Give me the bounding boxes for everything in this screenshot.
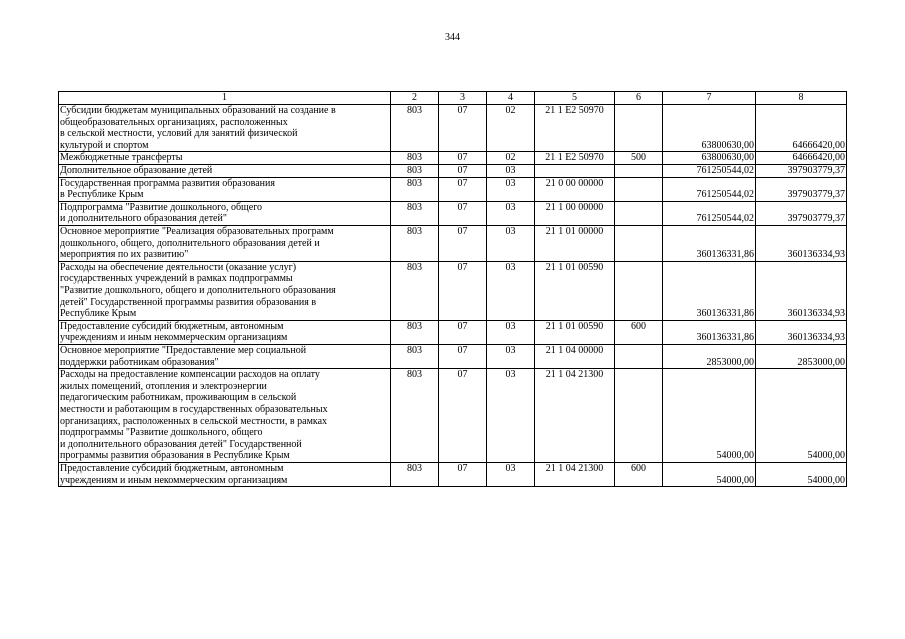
item-name-line: Межбюджетные трансферты <box>60 152 183 164</box>
target-article-cell: 21 1 00 00000 <box>535 201 615 225</box>
table-row <box>59 105 847 152</box>
grbs-code-cell: 803 <box>391 369 439 463</box>
target-article-cell: 21 1 04 21300 <box>535 369 615 463</box>
subsection-code-cell: 03 <box>487 225 535 261</box>
expense-type-cell <box>615 177 663 201</box>
amount-year1-cell: 2853000,00 <box>663 344 756 368</box>
header-cell: 1 <box>59 92 391 105</box>
header-row <box>59 92 847 105</box>
table-row <box>59 201 847 225</box>
amount-year1-cell: 360136331,86 <box>663 225 756 261</box>
expense-type-cell: 600 <box>615 462 663 486</box>
grbs-code-cell: 803 <box>391 344 439 368</box>
subsection-code-cell: 02 <box>487 152 535 165</box>
target-article-cell: 21 1 04 21300 <box>535 462 615 486</box>
subsection-code-cell: 03 <box>487 261 535 320</box>
item-name-line: учреждениям и иным некоммерческим организациям <box>60 474 288 486</box>
subsection-code-cell: 03 <box>487 201 535 225</box>
amount-year1-cell: 54000,00 <box>663 369 756 463</box>
section-code-cell: 07 <box>439 225 487 261</box>
table-row <box>59 344 847 368</box>
amount-year2-cell: 64666420,00 <box>756 152 847 165</box>
expense-type-cell <box>615 105 663 152</box>
item-name-line: "Развитие дошкольного, общего и дополнительного образования <box>60 284 336 296</box>
target-article-cell: 21 1 E2 50970 <box>535 105 615 152</box>
subsection-code-cell: 03 <box>487 164 535 177</box>
grbs-code-cell: 803 <box>391 225 439 261</box>
table-body <box>59 92 847 487</box>
item-name-line: Основное мероприятие "Предоставление мер социальной <box>60 344 307 356</box>
section-code-cell: 07 <box>439 320 487 344</box>
item-name-line: в Республике Крым <box>60 189 144 201</box>
header-cell: 3 <box>439 92 487 105</box>
target-article-cell: 21 1 01 00590 <box>535 261 615 320</box>
item-name-line: мероприятия по их развитию" <box>60 249 189 261</box>
table-row <box>59 369 847 463</box>
amount-year1-cell: 360136331,86 <box>663 320 756 344</box>
item-name-cell <box>59 225 391 261</box>
amount-year1-cell: 761250544,02 <box>663 201 756 225</box>
item-name-line: в сельской местности, условий для занятий физической <box>60 128 298 140</box>
section-code-cell: 07 <box>439 164 487 177</box>
subsection-code-cell: 03 <box>487 462 535 486</box>
target-article-cell <box>535 164 615 177</box>
item-name-cell <box>59 369 391 463</box>
table-row <box>59 261 847 320</box>
subsection-code-cell: 03 <box>487 320 535 344</box>
header-cell: 7 <box>663 92 756 105</box>
item-name-cell <box>59 164 391 177</box>
item-name-line: Расходы на предоставление компенсации расходов на оплату <box>60 369 320 381</box>
amount-year2-cell: 360136334,93 <box>756 225 847 261</box>
amount-year2-cell: 397903779,37 <box>756 201 847 225</box>
page-number: 344 <box>445 32 460 43</box>
item-name-line: культурой и спортом <box>60 139 149 151</box>
expense-type-cell <box>615 164 663 177</box>
amount-year2-cell: 397903779,37 <box>756 177 847 201</box>
item-name-cell <box>59 152 391 165</box>
target-article-cell: 21 1 04 00000 <box>535 344 615 368</box>
item-name-line: педагогическим работникам, проживающим в сельской <box>60 392 297 404</box>
expense-type-cell <box>615 261 663 320</box>
item-name-cell <box>59 462 391 486</box>
table-row <box>59 177 847 201</box>
item-name-line: жилых помещений, отопления и электроэнергии <box>60 380 267 392</box>
amount-year1-cell: 63800630,00 <box>663 152 756 165</box>
item-name-line: Основное мероприятие "Реализация образовательных программ <box>60 225 334 237</box>
table-row <box>59 152 847 165</box>
item-name-cell <box>59 177 391 201</box>
amount-year2-cell: 360136334,93 <box>756 261 847 320</box>
table-row <box>59 320 847 344</box>
expense-type-cell <box>615 201 663 225</box>
amount-year2-cell: 54000,00 <box>756 369 847 463</box>
section-code-cell: 07 <box>439 261 487 320</box>
amount-year2-cell: 64666420,00 <box>756 105 847 152</box>
subsection-code-cell: 03 <box>487 177 535 201</box>
header-cell: 5 <box>535 92 615 105</box>
header-cell: 4 <box>487 92 535 105</box>
amount-year1-cell: 761250544,02 <box>663 177 756 201</box>
item-name-cell <box>59 320 391 344</box>
item-name-cell <box>59 201 391 225</box>
expense-type-cell <box>615 369 663 463</box>
item-name-line: Предоставление субсидий бюджетным, автономным <box>60 462 284 474</box>
item-name-line: поддержки работникам образования" <box>60 356 219 368</box>
amount-year1-cell: 54000,00 <box>663 462 756 486</box>
grbs-code-cell: 803 <box>391 462 439 486</box>
item-name-line: организациях, расположенных в сельской местности, в рамках <box>60 415 328 427</box>
item-name-line: Субсидии бюджетам муниципальных образований на создание в <box>60 105 336 116</box>
item-name-line: Расходы на обеспечение деятельности (оказание услуг) <box>60 261 297 273</box>
grbs-code-cell: 803 <box>391 320 439 344</box>
grbs-code-cell: 803 <box>391 164 439 177</box>
item-name-line: подпрограммы "Развитие дошкольного, общего <box>60 427 263 439</box>
item-name-cell <box>59 105 391 152</box>
item-name-line: местности и работающим в государственных образовательных <box>60 403 328 415</box>
item-name-line: общеобразовательных организациях, расположенных <box>60 116 288 128</box>
expense-type-cell: 600 <box>615 320 663 344</box>
target-article-cell: 21 1 01 00590 <box>535 320 615 344</box>
item-name-line: Государственная программа развития образования <box>60 177 275 189</box>
item-name-line: государственных учреждений в рамках подпрограммы <box>60 273 293 285</box>
item-name-line: и дополнительного образования детей" Государственной <box>60 438 302 450</box>
section-code-cell: 07 <box>439 177 487 201</box>
section-code-cell: 07 <box>439 462 487 486</box>
item-name-cell <box>59 261 391 320</box>
item-name-cell <box>59 344 391 368</box>
amount-year2-cell: 2853000,00 <box>756 344 847 368</box>
table-row <box>59 462 847 486</box>
grbs-code-cell: 803 <box>391 201 439 225</box>
item-name-line: и дополнительного образования детей" <box>60 213 227 225</box>
item-name-line: Предоставление субсидий бюджетным, автономным <box>60 320 284 332</box>
table-row <box>59 164 847 177</box>
header-cell: 6 <box>615 92 663 105</box>
item-name-line: учреждениям и иным некоммерческим организациям <box>60 332 288 344</box>
section-code-cell: 07 <box>439 201 487 225</box>
expense-type-cell: 500 <box>615 152 663 165</box>
item-name-line: программы развития образования в Республике Крым <box>60 450 290 462</box>
amount-year2-cell: 397903779,37 <box>756 164 847 177</box>
target-article-cell: 21 0 00 00000 <box>535 177 615 201</box>
header-cell: 2 <box>391 92 439 105</box>
grbs-code-cell: 803 <box>391 105 439 152</box>
item-name-line: Дополнительное образование детей <box>60 164 213 176</box>
table-row <box>59 225 847 261</box>
amount-year2-cell: 360136334,93 <box>756 320 847 344</box>
expense-type-cell <box>615 344 663 368</box>
grbs-code-cell: 803 <box>391 261 439 320</box>
item-name-line: Республике Крым <box>60 308 137 320</box>
grbs-code-cell: 803 <box>391 177 439 201</box>
amount-year1-cell: 761250544,02 <box>663 164 756 177</box>
amount-year1-cell: 63800630,00 <box>663 105 756 152</box>
section-code-cell: 07 <box>439 152 487 165</box>
target-article-cell: 21 1 E2 50970 <box>535 152 615 165</box>
item-name-line: Подпрограмма "Развитие дошкольного, общего <box>60 201 263 213</box>
expense-type-cell <box>615 225 663 261</box>
subsection-code-cell: 03 <box>487 369 535 463</box>
subsection-code-cell: 02 <box>487 105 535 152</box>
item-name-line: дошкольного, общего, дополнительного образования детей и <box>60 237 320 249</box>
section-code-cell: 07 <box>439 344 487 368</box>
amount-year1-cell: 360136331,86 <box>663 261 756 320</box>
budget-table <box>58 91 847 487</box>
header-cell: 8 <box>756 92 847 105</box>
section-code-cell: 07 <box>439 369 487 463</box>
section-code-cell: 07 <box>439 105 487 152</box>
subsection-code-cell: 03 <box>487 344 535 368</box>
item-name-line: детей" Государственной программы развития образования в <box>60 296 317 308</box>
amount-year2-cell: 54000,00 <box>756 462 847 486</box>
target-article-cell: 21 1 01 00000 <box>535 225 615 261</box>
grbs-code-cell: 803 <box>391 152 439 165</box>
